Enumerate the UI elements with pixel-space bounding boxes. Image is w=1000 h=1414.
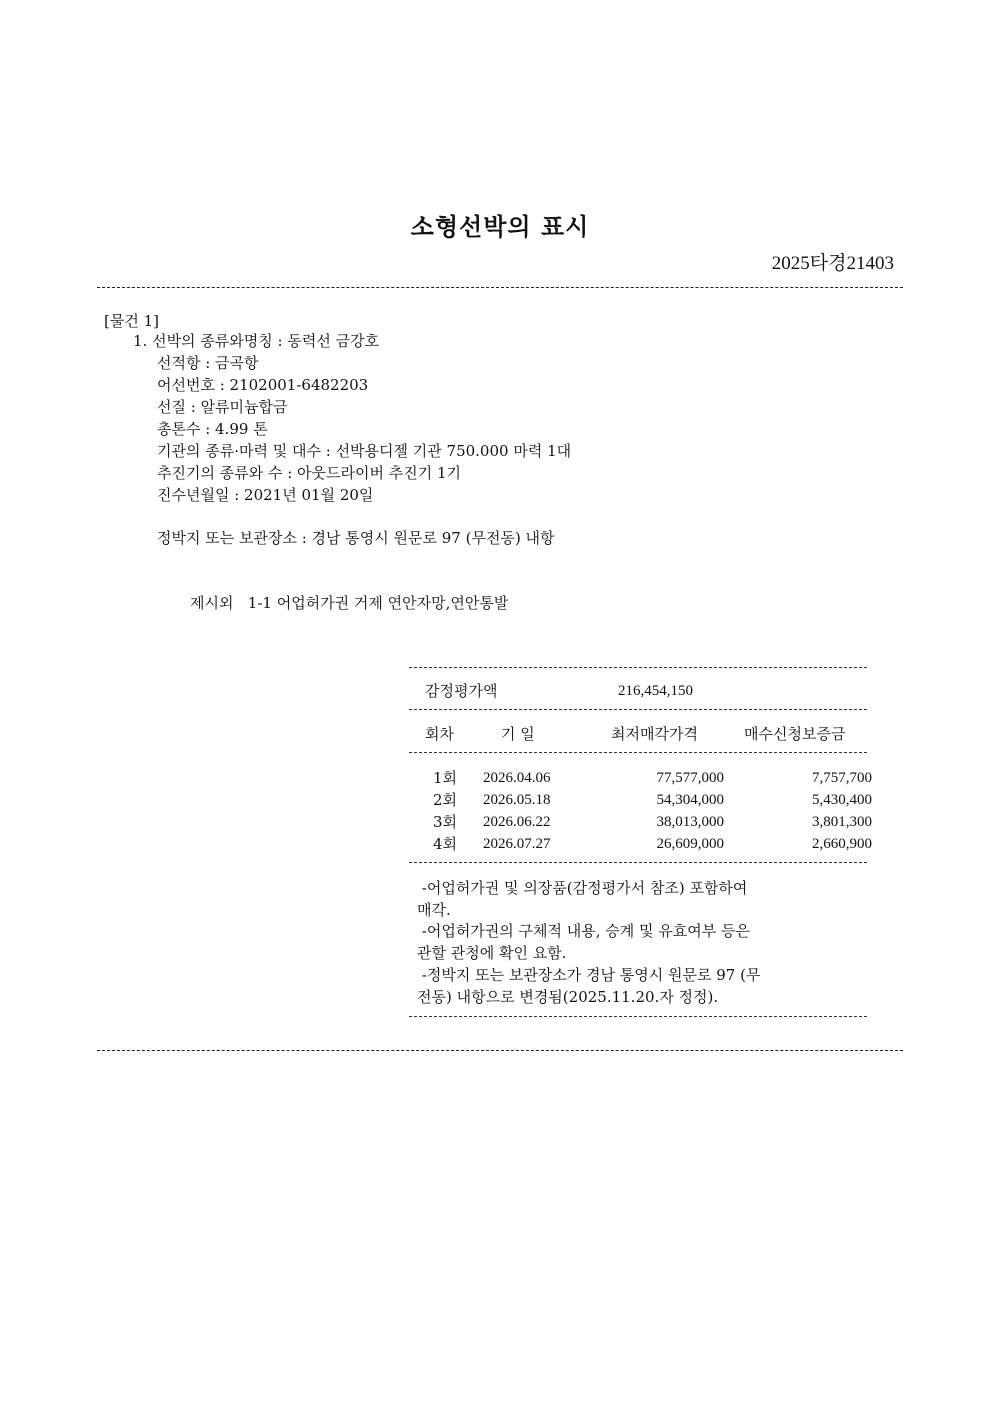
row-1-date: 2026.04.06 bbox=[483, 770, 551, 786]
row-1-round: 1회 bbox=[433, 769, 458, 787]
header-deposit: 매수신청보증금 bbox=[744, 725, 846, 743]
launch-date: 진수년월일 : 2021년 01월 20일 bbox=[157, 486, 374, 504]
row-4-deposit: 2,660,900 bbox=[812, 836, 872, 852]
appraisal-divider bbox=[409, 709, 867, 710]
home-port: 선적항 : 금곡항 bbox=[157, 354, 259, 372]
header-round: 회차 bbox=[425, 725, 454, 743]
excluded-items: 제시외 1-1 어업허가권 거제 연안자망,연안통발 bbox=[190, 594, 509, 612]
row-4-date: 2026.07.27 bbox=[483, 836, 551, 852]
property-label: [물건 1] bbox=[104, 312, 159, 330]
fishing-vessel-number: 어선번호 : 2102001-6482203 bbox=[157, 376, 369, 394]
top-divider bbox=[97, 287, 903, 288]
header-minimum-price: 최저매각가격 bbox=[611, 725, 698, 743]
note-line-5: -정박지 또는 보관장소가 경남 통영시 원문로 97 (무 bbox=[417, 966, 761, 984]
page-title: 소형선박의 표시 bbox=[410, 213, 590, 241]
row-2-minimum-price: 54,304,000 bbox=[656, 792, 724, 808]
vessel-type-name: 1. 선박의 종류와명칭 : 동력선 금강호 bbox=[133, 332, 380, 350]
row-3-minimum-price: 38,013,000 bbox=[656, 814, 724, 830]
propulsion-info: 추진기의 종류와 수 : 아웃드라이버 추진기 1기 bbox=[157, 464, 462, 482]
mooring-location: 정박지 또는 보관장소 : 경남 통영시 원문로 97 (무전동) 내항 bbox=[157, 529, 555, 547]
row-2-deposit: 5,430,400 bbox=[812, 792, 872, 808]
row-3-round: 3회 bbox=[433, 813, 458, 831]
row-2-round: 2회 bbox=[433, 791, 458, 809]
row-4-minimum-price: 26,609,000 bbox=[656, 836, 724, 852]
row-3-date: 2026.06.22 bbox=[483, 814, 551, 830]
note-line-6: 전동) 내항으로 변경됨(2025.11.20.자 정정). bbox=[417, 988, 719, 1006]
row-3-deposit: 3,801,300 bbox=[812, 814, 872, 830]
header-date: 기 일 bbox=[501, 725, 535, 743]
note-line-4: 관할 관청에 확인 요함. bbox=[417, 944, 567, 962]
appraisal-label: 감정평가액 bbox=[425, 682, 498, 700]
note-line-3: -어업허가권의 구체적 내용, 승계 및 유효여부 등은 bbox=[417, 922, 751, 940]
engine-info: 기관의 종류·마력 및 대수 : 선박용디젤 기관 750.000 마력 1대 bbox=[157, 442, 572, 460]
schedule-bottom-divider bbox=[409, 862, 867, 863]
header-divider bbox=[409, 752, 867, 753]
row-2-date: 2026.05.18 bbox=[483, 792, 551, 808]
row-1-deposit: 7,757,700 bbox=[812, 770, 872, 786]
box-bottom-divider bbox=[409, 1016, 867, 1017]
hull-material: 선질 : 알류미늄합금 bbox=[157, 398, 288, 416]
gross-tonnage: 총톤수 : 4.99 톤 bbox=[157, 420, 268, 438]
row-1-minimum-price: 77,577,000 bbox=[656, 770, 724, 786]
bottom-divider bbox=[97, 1050, 903, 1051]
note-line-1: -어업허가권 및 의장품(감정평가서 참조) 포함하여 bbox=[417, 879, 748, 897]
note-line-2: 매각. bbox=[417, 901, 451, 919]
box-top-divider bbox=[409, 667, 867, 668]
row-4-round: 4회 bbox=[433, 835, 458, 853]
appraisal-value: 216,454,150 bbox=[618, 683, 693, 699]
case-number: 2025타경21403 bbox=[771, 253, 894, 274]
